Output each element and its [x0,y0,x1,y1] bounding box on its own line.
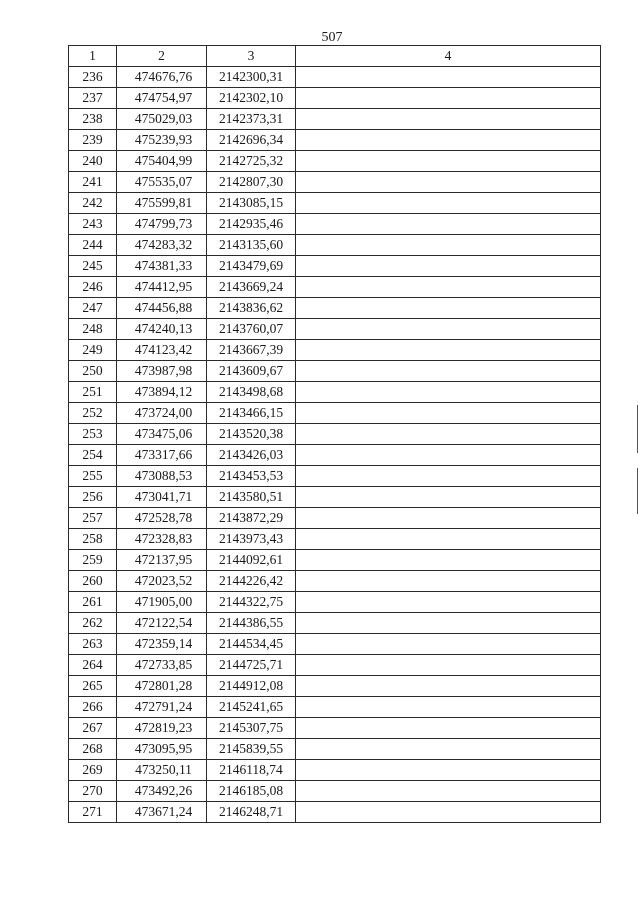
description-cell [296,256,601,277]
row-number-cell: 257 [69,508,117,529]
description-cell [296,88,601,109]
table-row [69,634,601,655]
header-row [69,46,601,67]
y-coordinate-cell: 2144912,08 [207,676,296,697]
y-coordinate-cell: 2143135,60 [207,235,296,256]
x-coordinate-cell: 473894,12 [117,382,207,403]
table-row [69,88,601,109]
table-row [69,67,601,88]
description-cell [296,193,601,214]
row-number-cell: 241 [69,172,117,193]
description-cell [296,445,601,466]
row-number-cell: 266 [69,697,117,718]
x-coordinate-cell: 472733,85 [117,655,207,676]
description-cell [296,130,601,151]
description-cell [296,319,601,340]
x-coordinate-cell: 474283,32 [117,235,207,256]
y-coordinate-cell: 2144725,71 [207,655,296,676]
x-coordinate-cell: 475599,81 [117,193,207,214]
y-coordinate-cell: 2144322,75 [207,592,296,613]
y-coordinate-cell: 2143426,03 [207,445,296,466]
x-coordinate-cell: 473475,06 [117,424,207,445]
row-number-cell: 269 [69,760,117,781]
header-col-4: 4 [296,46,601,67]
row-number-cell: 265 [69,676,117,697]
table-row [69,529,601,550]
table-row [69,718,601,739]
description-cell [296,655,601,676]
row-number-cell: 236 [69,67,117,88]
row-number-cell: 270 [69,781,117,802]
description-cell [296,277,601,298]
x-coordinate-cell: 472023,52 [117,571,207,592]
table-row [69,676,601,697]
table-row [69,151,601,172]
table-row [69,403,601,424]
description-cell [296,529,601,550]
row-number-cell: 253 [69,424,117,445]
table-row [69,424,601,445]
x-coordinate-cell: 472528,78 [117,508,207,529]
y-coordinate-cell: 2143466,15 [207,403,296,424]
y-coordinate-cell: 2143453,53 [207,466,296,487]
description-cell [296,508,601,529]
x-coordinate-cell: 475029,03 [117,109,207,130]
description-cell [296,613,601,634]
row-number-cell: 246 [69,277,117,298]
row-number-cell: 238 [69,109,117,130]
x-coordinate-cell: 472819,23 [117,718,207,739]
row-number-cell: 252 [69,403,117,424]
x-coordinate-cell: 473492,26 [117,781,207,802]
y-coordinate-cell: 2142725,32 [207,151,296,172]
scan-edge-mark [637,405,638,453]
row-number-cell: 261 [69,592,117,613]
row-number-cell: 242 [69,193,117,214]
description-cell [296,466,601,487]
table-row [69,655,601,676]
row-number-cell: 248 [69,319,117,340]
y-coordinate-cell: 2143085,15 [207,193,296,214]
x-coordinate-cell: 473041,71 [117,487,207,508]
row-number-cell: 262 [69,613,117,634]
y-coordinate-cell: 2145307,75 [207,718,296,739]
description-cell [296,718,601,739]
y-coordinate-cell: 2142696,34 [207,130,296,151]
y-coordinate-cell: 2143760,07 [207,319,296,340]
y-coordinate-cell: 2144226,42 [207,571,296,592]
description-cell [296,739,601,760]
y-coordinate-cell: 2142373,31 [207,109,296,130]
y-coordinate-cell: 2143479,69 [207,256,296,277]
description-cell [296,151,601,172]
table-row [69,802,601,823]
row-number-cell: 237 [69,88,117,109]
row-number-cell: 258 [69,529,117,550]
table-body [69,67,601,823]
x-coordinate-cell: 474754,97 [117,88,207,109]
x-coordinate-cell: 472359,14 [117,634,207,655]
row-number-cell: 251 [69,382,117,403]
description-cell [296,235,601,256]
x-coordinate-cell: 472791,24 [117,697,207,718]
description-cell [296,487,601,508]
row-number-cell: 247 [69,298,117,319]
description-cell [296,760,601,781]
table-row [69,445,601,466]
description-cell [296,340,601,361]
description-cell [296,361,601,382]
description-cell [296,802,601,823]
y-coordinate-cell: 2143520,38 [207,424,296,445]
scan-edge-mark [637,468,638,514]
y-coordinate-cell: 2143872,29 [207,508,296,529]
x-coordinate-cell: 472328,83 [117,529,207,550]
row-number-cell: 250 [69,361,117,382]
coordinates-table [68,45,601,823]
table-row [69,109,601,130]
x-coordinate-cell: 475239,93 [117,130,207,151]
description-cell [296,382,601,403]
table-row [69,298,601,319]
y-coordinate-cell: 2143498,68 [207,382,296,403]
x-coordinate-cell: 473987,98 [117,361,207,382]
row-number-cell: 264 [69,655,117,676]
row-number-cell: 239 [69,130,117,151]
y-coordinate-cell: 2144534,45 [207,634,296,655]
x-coordinate-cell: 474381,33 [117,256,207,277]
row-number-cell: 255 [69,466,117,487]
table-row [69,613,601,634]
header-col-3: 3 [207,46,296,67]
x-coordinate-cell: 471905,00 [117,592,207,613]
x-coordinate-cell: 473250,11 [117,760,207,781]
table-row [69,508,601,529]
table-row [69,466,601,487]
x-coordinate-cell: 473095,95 [117,739,207,760]
table-row [69,571,601,592]
row-number-cell: 271 [69,802,117,823]
table-row [69,361,601,382]
x-coordinate-cell: 473724,00 [117,403,207,424]
y-coordinate-cell: 2146118,74 [207,760,296,781]
y-coordinate-cell: 2144092,61 [207,550,296,571]
description-cell [296,424,601,445]
y-coordinate-cell: 2146185,08 [207,781,296,802]
row-number-cell: 267 [69,718,117,739]
row-number-cell: 254 [69,445,117,466]
description-cell [296,67,601,88]
x-coordinate-cell: 473671,24 [117,802,207,823]
description-cell [296,571,601,592]
y-coordinate-cell: 2142935,46 [207,214,296,235]
description-cell [296,592,601,613]
y-coordinate-cell: 2143973,43 [207,529,296,550]
x-coordinate-cell: 473088,53 [117,466,207,487]
y-coordinate-cell: 2143667,39 [207,340,296,361]
y-coordinate-cell: 2143836,62 [207,298,296,319]
description-cell [296,172,601,193]
table-row [69,592,601,613]
y-coordinate-cell: 2145241,65 [207,697,296,718]
y-coordinate-cell: 2143580,51 [207,487,296,508]
table-row [69,487,601,508]
description-cell [296,676,601,697]
table-row [69,214,601,235]
row-number-cell: 259 [69,550,117,571]
x-coordinate-cell: 474799,73 [117,214,207,235]
x-coordinate-cell: 473317,66 [117,445,207,466]
description-cell [296,781,601,802]
table-row [69,760,601,781]
table-row [69,781,601,802]
header-col-1: 1 [69,46,117,67]
x-coordinate-cell: 474240,13 [117,319,207,340]
row-number-cell: 249 [69,340,117,361]
row-number-cell: 244 [69,235,117,256]
description-cell [296,634,601,655]
description-cell [296,214,601,235]
description-cell [296,298,601,319]
table-row [69,193,601,214]
row-number-cell: 263 [69,634,117,655]
page-number: 507 [321,30,343,45]
x-coordinate-cell: 475535,07 [117,172,207,193]
table-row [69,382,601,403]
table-row [69,340,601,361]
x-coordinate-cell: 474456,88 [117,298,207,319]
table-row [69,739,601,760]
row-number-cell: 243 [69,214,117,235]
description-cell [296,550,601,571]
y-coordinate-cell: 2144386,55 [207,613,296,634]
x-coordinate-cell: 472137,95 [117,550,207,571]
x-coordinate-cell: 475404,99 [117,151,207,172]
y-coordinate-cell: 2143609,67 [207,361,296,382]
row-number-cell: 260 [69,571,117,592]
y-coordinate-cell: 2145839,55 [207,739,296,760]
table-row [69,319,601,340]
table-row [69,697,601,718]
x-coordinate-cell: 472801,28 [117,676,207,697]
table-row [69,172,601,193]
row-number-cell: 256 [69,487,117,508]
y-coordinate-cell: 2142807,30 [207,172,296,193]
table-row [69,130,601,151]
x-coordinate-cell: 472122,54 [117,613,207,634]
table-row [69,256,601,277]
table-row [69,277,601,298]
row-number-cell: 268 [69,739,117,760]
description-cell [296,697,601,718]
y-coordinate-cell: 2142302,10 [207,88,296,109]
description-cell [296,109,601,130]
table-row [69,550,601,571]
row-number-cell: 240 [69,151,117,172]
y-coordinate-cell: 2143669,24 [207,277,296,298]
header-col-2: 2 [117,46,207,67]
x-coordinate-cell: 474123,42 [117,340,207,361]
table-row [69,235,601,256]
description-cell [296,403,601,424]
x-coordinate-cell: 474412,95 [117,277,207,298]
y-coordinate-cell: 2142300,31 [207,67,296,88]
x-coordinate-cell: 474676,76 [117,67,207,88]
row-number-cell: 245 [69,256,117,277]
y-coordinate-cell: 2146248,71 [207,802,296,823]
